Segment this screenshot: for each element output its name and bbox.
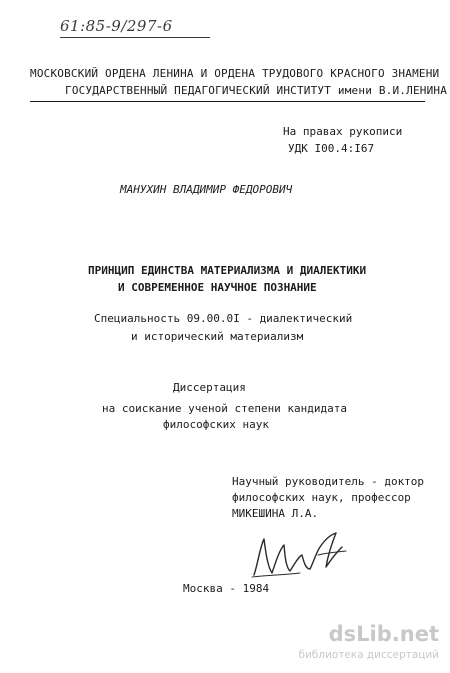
institution-line-1: МОСКОВСКИЙ ОРДЕНА ЛЕНИНА И ОРДЕНА ТРУДОВОГО КРАСНОГО ЗНАМЕНИ [30,67,440,80]
institution-underline [30,101,425,102]
watermark [298,622,445,666]
dissertation-degree: на соискание ученой степени кандидата [102,402,348,415]
institution-line-2: ГОСУДАРСТВЕННЫЙ ПЕДАГОГИЧЕСКИЙ ИНСТИТУТ имени В.И.ЛЕНИНА [65,84,448,97]
specialty-line-1: Специальность 09.00.0I - диалектический [94,312,353,325]
specialty-line-2: и исторический материализм [131,330,304,343]
dissertation-label: Диссертация [173,381,246,394]
thesis-title-line-1: ПРИНЦИП ЕДИНСТВА МАТЕРИАЛИЗМА И ДИАЛЕКТИКИ [88,264,367,277]
udc-code: УДК I00.4:I67 [288,142,375,155]
supervisor-line-2: философских наук, профессор [232,491,411,504]
supervisor-name: МИКЕШИНА Л.А. [232,507,319,520]
watermark-subtitle: библиотека диссертаций [298,649,439,661]
author-name: МАНУХИН ВЛАДИМИР ФЕДОРОВИЧ [120,183,293,196]
rights-notice: На правах рукописи [283,125,403,138]
watermark-logo: dsLib.net [328,622,439,646]
thesis-title-line-2: И СОВРЕМЕННОЕ НАУЧНОЕ ПОЗНАНИЕ [118,281,317,294]
place-year: Москва - 1984 [183,582,270,595]
signature [248,525,353,585]
supervisor-line-1: Научный руководитель - доктор [232,475,425,488]
archive-code-underline [60,37,210,38]
dissertation-field: философских наук [163,418,269,431]
archive-code: 61:85-9/297-6 [60,17,173,35]
